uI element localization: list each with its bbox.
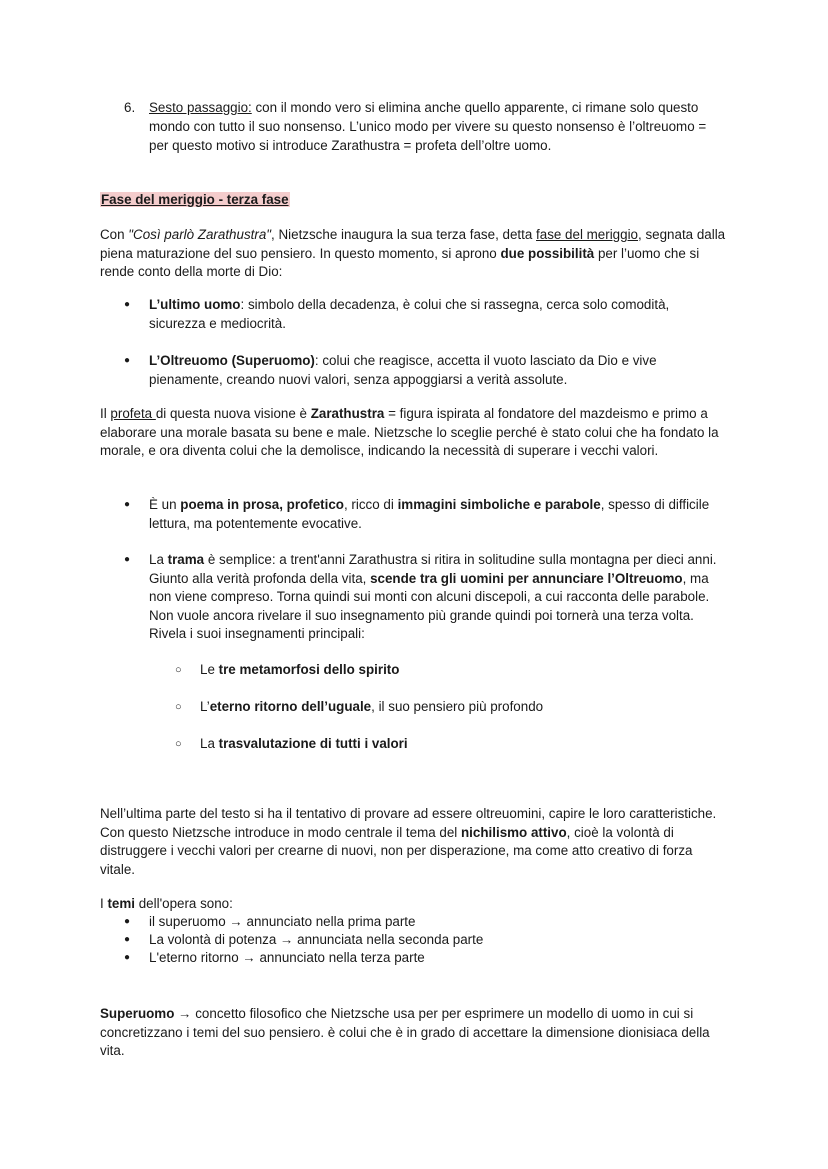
trama-bold-2: scende tra gli uomini per annunciare l’Oltreuomo — [370, 570, 683, 586]
poema-bold-2: immagini simboliche e parabole — [397, 497, 601, 512]
sub-pre: L’ — [200, 699, 210, 714]
sub-bold: tre metamorfosi dello spirito — [218, 662, 400, 677]
poema-bold-1: poema in prosa, profetico — [180, 497, 344, 512]
bullet-icon: ● — [124, 934, 131, 945]
circle-bullet-icon: ○ — [175, 738, 182, 750]
profeta-bold: Zarathustra — [310, 406, 385, 421]
trama-text-2: è semplice: a trent'anni Zarathustra si ritira in solitudine sulla montagna per dieci anni. Giunto alla verità profonda della vita, — [149, 552, 717, 586]
profeta-text-1: Il — [100, 406, 111, 421]
sub-bold: eterno ritorno dell’uguale — [209, 699, 372, 714]
bullet-icon: ● — [124, 952, 131, 963]
temi-item-text: il superuomo → annunciato nella prima parte — [149, 914, 416, 929]
poema-text-3: , spesso di difficile lettura, ma potentemente evocative. — [149, 497, 710, 531]
ultima-parte-paragraph — [100, 805, 728, 879]
temi-text-2: dell'opera sono: — [135, 896, 233, 911]
item-label: Sesto passaggio: — [149, 100, 252, 115]
sub-pre: Le — [200, 662, 219, 677]
item-text: con il mondo vero si elimina anche quello apparente, ci rimane solo questo mondo con tutto il suo nonsenso. L’unico modo per vivere su questo nonsenso è l’oltreuomo = per questo motivo si introduce Zarathustra = profeta dell’oltre uomo. — [149, 100, 707, 153]
intro-text-2: , Nietzsche inaugura la sua terza fase, detta — [271, 227, 537, 242]
book-title: "Così parlò Zarathustra" — [128, 227, 272, 242]
phase-name: fase del meriggio — [536, 227, 639, 242]
bullet-text: : colui che reagisce, accetta il vuoto lasciato da Dio e vive pienamente, creando nuovi valori, senza appoggiarsi a verità assolute. — [149, 353, 657, 387]
section-heading-container — [100, 191, 728, 210]
poema-text-2: , ricco di — [343, 497, 398, 512]
temi-heading — [100, 895, 728, 914]
bullet-icon: ● — [124, 299, 131, 310]
bullet-bold: L’ultimo uomo — [149, 297, 241, 312]
temi-item-text: L'eterno ritorno → annunciato nella terza parte — [149, 950, 425, 965]
trama-text-3: , ma non viene compreso. Torna quindi sui monti con alcuni discepoli, a cui racconta delle parabole. Non vuole ancora rivelare il suo insegnamento più grande quindi poi tornerà una terza volta. Rivela i suoi insegnamenti principali: — [149, 570, 710, 642]
superuomo-bold: Superuomo — [100, 1006, 175, 1021]
intro-text-4: per l’uomo che si rende conto della morte di Dio: — [100, 245, 700, 280]
ultima-bold: nichilismo attivo — [461, 824, 567, 840]
item-number: 6. — [124, 100, 136, 115]
section-heading: Fase del meriggio - terza fase — [101, 192, 289, 207]
sub-pre: La — [200, 736, 219, 751]
bullet-bold: L’Oltreuomo (Superuomo) — [149, 353, 315, 368]
temi-text-1: I — [100, 896, 108, 911]
intro-text-3: , segnata dalla piena maturazione del suo pensiero. In questo momento, si aprono — [100, 227, 726, 261]
sub-post: , il suo pensiero più profondo — [371, 699, 544, 714]
profeta-text-2: di questa nuova visione è — [155, 406, 311, 421]
trama-bold-1: trama — [167, 552, 205, 567]
bullet-icon: ● — [124, 916, 131, 927]
bullet-icon: ● — [124, 355, 131, 366]
superuomo-paragraph — [100, 1005, 728, 1061]
bullet-text: : simbolo della decadenza, è colui che si rassegna, cerca solo comodità, sicurezza e mediocrità. — [149, 297, 670, 331]
sub-bold: trasvalutazione di tutti i valori — [218, 736, 408, 751]
intro-paragraph — [100, 226, 728, 282]
ultima-text-1: Nell’ultima parte del testo si ha il tentativo di provare ad essere oltreuomini, capire le loro caratteristiche. Con questo Nietzsche introduce in modo centrale il tema del — [100, 806, 717, 840]
bullet-icon: ● — [124, 554, 131, 565]
profeta-text-3: = figura ispirata al fondatore del mazdeismo e primo a elaborare una morale basata su bene e male. Nietzsche lo sceglie perché è stato colui che ha fondato la morale, e ora diventa colui che la demolisce, indicando la necessità di superare i vecchi valori. — [100, 406, 719, 459]
circle-bullet-icon: ○ — [175, 701, 182, 713]
temi-bold: temi — [107, 896, 135, 911]
trama-text-1: La — [149, 552, 168, 567]
temi-item-text: La volontà di potenza → annunciata nella seconda parte — [149, 932, 484, 947]
intro-text-1: Con — [100, 227, 129, 242]
ultima-text-2: , cioè la volontà di distruggere i vecchi valori per crearne di nuovi, non per disperazione, ma come atto creativo di forza vitale. — [100, 824, 693, 877]
profeta-underlined: profeta — [110, 406, 156, 421]
poema-text-1: È un — [149, 497, 181, 512]
bullet-icon: ● — [124, 499, 131, 510]
circle-bullet-icon: ○ — [175, 664, 182, 676]
profeta-paragraph — [100, 405, 728, 461]
superuomo-text: → concetto filosofico che Nietzsche usa per per esprimere un modello di uomo in cui si concretizzano i temi del suo pensiero. è colui che è in grado di accettare la dimensione dionisiaca della vita. — [100, 1006, 710, 1059]
intro-bold: due possibilità — [500, 245, 595, 261]
